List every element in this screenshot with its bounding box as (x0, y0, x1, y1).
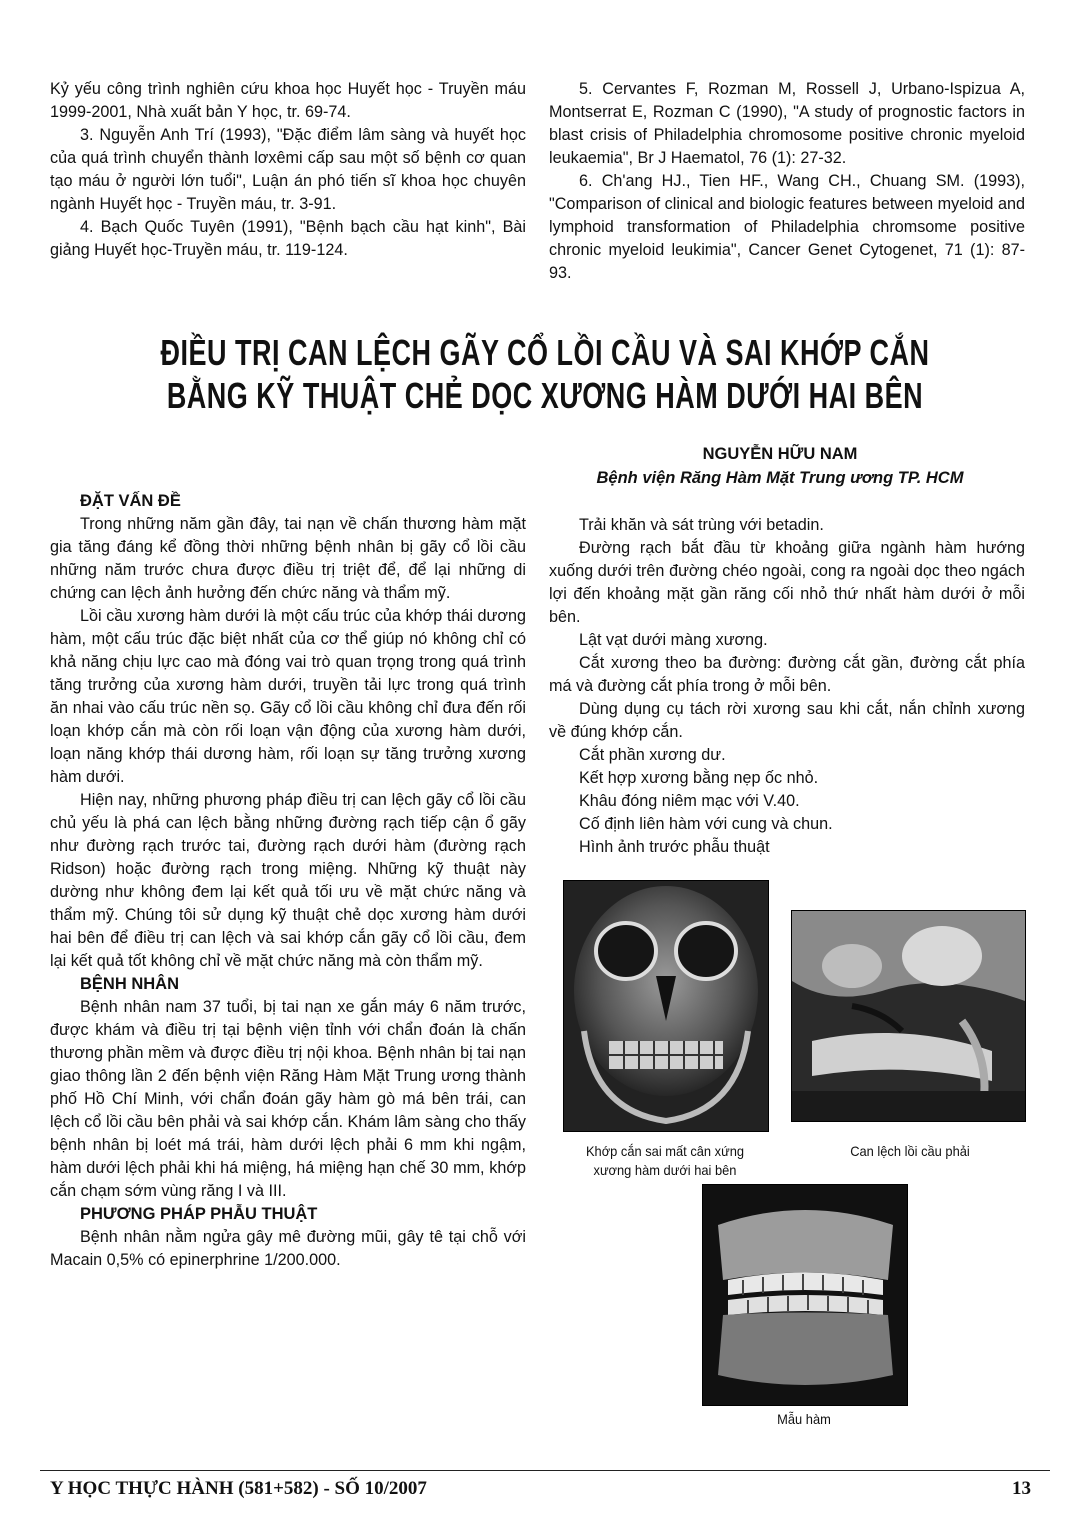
section-heading-method: PHƯƠNG PHÁP PHẪU THUẬT (80, 1205, 318, 1223)
xray-frontal-photo (563, 880, 769, 1132)
dental-model-photo (702, 1184, 908, 1406)
procedure-step: Trải khăn và sát trùng với betadin. (579, 516, 824, 534)
reference-item: 6. Ch'ang HJ., Tien HF., Wang CH., Chuang SM. (1993), "Comparison of clinical and biologic features between myeloid and lymphoid transformation of Philadelphia chromsome positive chronic myeloid leukimia", Cancer Genet Cytogenet, 71 (1): 87-93. (549, 172, 1025, 282)
section-heading-patient: BỆNH NHÂN (80, 975, 179, 993)
procedure-step: Đường rạch bắt đầu từ khoảng giữa ngành hàm hướng xuống dưới trên đường chéo ngoài, cong ra ngoài dọc theo ngách lợi đến khoảng mặt gần răng cối nhỏ thứ nhất hàm dưới ở mỗi bên. (549, 539, 1025, 626)
references-left-column (50, 78, 526, 262)
body-right-column (549, 514, 1025, 859)
procedure-step: Cố định liên hàm với cung và chun. (579, 815, 833, 833)
procedure-step: Dùng dụng cụ tách rời xương sau khi cắt, nắn chỉnh xương về đúng khớp cắn. (549, 700, 1025, 741)
paragraph: Trong những năm gần đây, tai nạn về chấn thương hàm mặt gia tăng đáng kể đồng thời những bệnh nhân bị gãy cổ lồi cầu những năm trước chưa được điều trị triệt để, để lại những di chứng can lệch ảnh hưởng đến chức năng và thẩm mỹ. (50, 515, 526, 602)
author-name: NGUYỄN HỮU NAM (702, 445, 858, 463)
xray-lateral-photo (791, 910, 1026, 1122)
references-right-column (549, 78, 1025, 285)
journal-footer: Y HỌC THỰC HÀNH (581+582) - SỐ 10/2007 (50, 1478, 427, 1499)
reference-item: 3. Nguyễn Anh Trí (1993), "Đặc điểm lâm sàng và huyết học của quá trình chuyển thành lơxêmi cấp sau một số bệnh cơ quan tạo máu ở người lớn tuổi", Luận án phó tiến sĩ khoa học chuyên ngành Huyết học - Truyền máu, tr. 3-91. (50, 126, 526, 213)
page-number: 13 (1012, 1478, 1031, 1499)
xray-frontal-image (564, 881, 768, 1131)
section-heading-intro: ĐẶT VẤN ĐỀ (80, 492, 181, 510)
xray-lateral-image (792, 911, 1025, 1121)
paragraph: Lồi cầu xương hàm dưới là một cấu trúc của khớp thái dương hàm, một cấu trúc đặc biệt nhất của cơ thể giúp nó không chỉ có khả năng chịu lực cao mà đóng vai trò quan trọng trong quá trình tăng trưởng của xương hàm dưới, truyền tải lực trong quá trình ăn nhai vào cấu trúc nền sọ. Gãy cổ lồi cầu không chỉ đưa đến rối loạn khớp cắn mà còn rối loạn vận động của xương hàm dưới, loạn năng khớp thái dương hàm, rối loạn sự tăng trưởng xương hàm dưới. (50, 607, 526, 786)
article-title-line-2: BẰNG KỸ THUẬT CHẺ DỌC XƯƠNG HÀM DƯỚI HAI BÊN (166, 375, 924, 417)
paragraph: Hiện nay, những phương pháp điều trị can lệch gãy cổ lồi cầu chủ yếu là phá can lệch bằng những đường rạch tiếp cận ổ gãy như đường rạch trước tai, đường rạch dưới hàm (đường rạch Ridson) hoặc đường rạch trong miệng. Những kỹ thuật này dường như không đem lại kết quả tối ưu về mặt chức năng và thẩm mỹ. Chúng tôi sử dụng kỹ thuật chẻ dọc xương hàm dưới hai bên để điều trị can lệch và sai khớp cắn gãy cổ lồi cầu, đem lại kết quả tốt không chỉ về mặt chức năng mà còn thẩm mỹ. (50, 791, 526, 970)
reference-item: Kỷ yếu công trình nghiên cứu khoa học Huyết học - Truyền máu 1999-2001, Nhà xuất bản Y học, tr. 69-74. (50, 80, 526, 121)
procedure-step: Khâu đóng niêm mạc với V.40. (579, 792, 800, 810)
figure-caption-3: Mẫu hàm (777, 1411, 831, 1427)
procedure-step: Hình ảnh trước phẫu thuật (579, 838, 770, 856)
procedure-step: Kết hợp xương bằng nẹp ốc nhỏ. (579, 769, 819, 787)
procedure-step: Lật vạt dưới màng xương. (579, 631, 768, 649)
dental-model-image (703, 1185, 907, 1405)
figure-caption-1: Khớp cắn sai mất cân xứng xương hàm dưới hai bên (585, 1143, 745, 1178)
procedure-step: Cắt xương theo ba đường: đường cắt gần, đường cắt phía má và đường cắt phía trong ở mỗi bên. (549, 654, 1025, 695)
reference-item: 5. Cervantes F, Rozman M, Rossell J, Urbano-Ispizua A, Montserrat E, Rozman C (1990), "A study of prognostic factors in blast crisis of Philadelphia chromosome positive chronic myeloid leukaemia", Br J Haematol, 76 (1): 27-32. (549, 80, 1025, 167)
figure-caption-2: Can lệch lồi cầu phải (850, 1143, 970, 1159)
reference-item: 4. Bạch Quốc Tuyên (1991), "Bệnh bạch cầu hạt kinh", Bài giảng Huyết học-Truyền máu, tr. 119-124. (50, 218, 526, 259)
procedure-step: Cắt phần xương dư. (579, 746, 726, 764)
author-block (560, 442, 1000, 490)
author-affiliation: Bệnh viện Răng Hàm Mặt Trung ương TP. HCM (596, 469, 964, 487)
paragraph: Bệnh nhân nằm ngửa gây mê đường mũi, gây tê tại chỗ với Macain 0,5% có epinerphrine 1/200.000. (50, 1228, 526, 1269)
article-title-line-1: ĐIỀU TRỊ CAN LỆCH GÃY CỔ LỒI CẦU VÀ SAI KHỚP CẮN (160, 332, 930, 374)
footer-divider (40, 1470, 1050, 1471)
body-left-column (50, 490, 526, 1272)
paragraph: Bệnh nhân nam 37 tuổi, bị tai nạn xe gắn máy 6 năm trước, được khám và điều trị tại bệnh viện tỉnh với chẩn đoán là chấn thương phần mềm và được điều trị nội khoa. Bệnh nhân bị tai nạn giao thông lần 2 đến bệnh viện Răng Hàm Mặt Trung ương thành phố Hồ Chí Minh, với chẩn đoán gãy hàm gò má bên trái, can lệch cổ lồi cầu bên phải và sai khớp cắn. Khám lâm sàng cho thấy bệnh nhân bị loét má trái, hàm dưới lệch phải 6 mm khi ngậm, hàm dưới lệch phải khi há miệng, há miệng hạn chế 30 mm, khớp cắn chạm sớm vùng răng I và III. (50, 998, 526, 1200)
